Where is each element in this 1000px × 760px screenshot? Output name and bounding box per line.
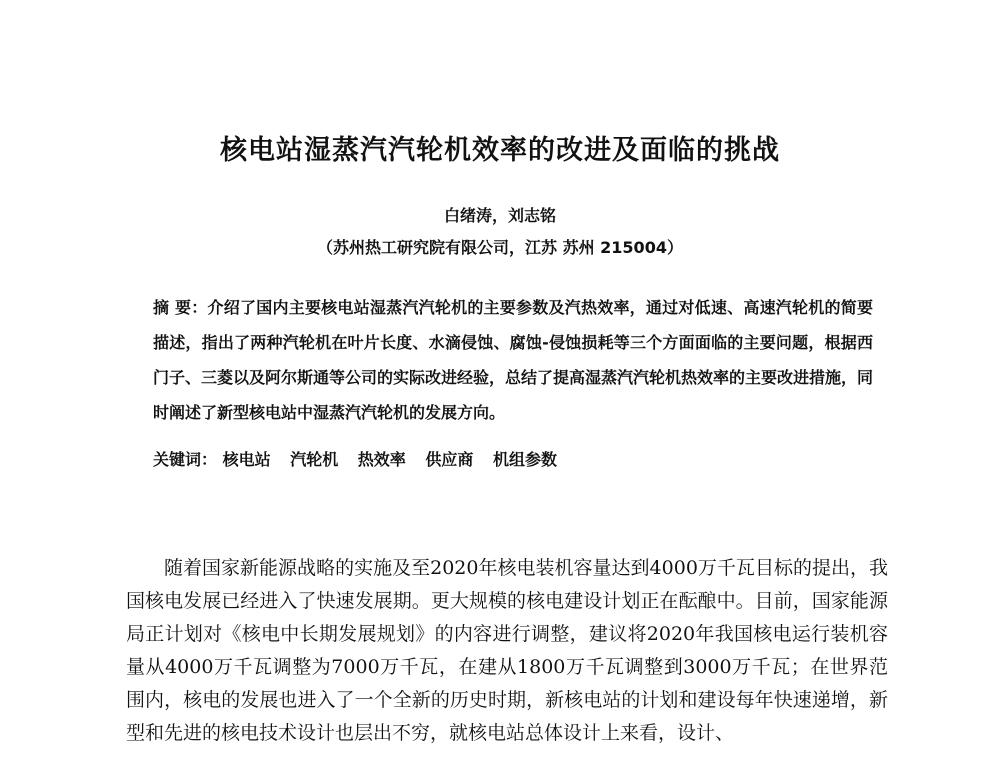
keyword-item: 供应商 xyxy=(425,450,474,469)
paper-affiliation: （苏州热工研究院有限公司，江苏 苏州 215004） xyxy=(317,238,683,257)
keyword-item: 机组参数 xyxy=(492,450,557,469)
body-paragraph: 随着国家新能源战略的实施及至2020年核电装机容量达到4000万千瓦目标的提出，我国核电发展已经进入了快速发展期。更大规模的核电建设计划正在酝酿中。目前，国家能源局正计划对《核电中长期发展规划》的内容进行调整，建议将2020年我国核电运行装机容量从4000万千瓦调整为7000万千瓦，在建从1800万千瓦调整到3000万千瓦；在世界范围内，核电的发展也进入了一个全新的历史时期，新核电站的计划和建设每年快速递增，新型和先进的核电技术设计也层出不穷，就核电站总体设计上来看，设计、 xyxy=(126,557,888,744)
keyword-item: 热效率 xyxy=(357,450,406,469)
keywords-label: 关键词： xyxy=(153,450,218,469)
paper-authors: 白绪涛，刘志铭 xyxy=(443,206,556,225)
abstract-text: 介绍了国内主要核电站湿蒸汽汽轮机的主要参数及汽热效率，通过对低速、高速汽轮机的简要描述，指出了两种汽轮机在叶片长度、水滴侵蚀、腐蚀-侵蚀损耗等三个方面面临的主要问题，根据西门子、三菱以及阿尔斯通等公司的实际改进经验，总结了提高湿蒸汽汽轮机热效率的主要改进措施，同时阐述了新型核电站中湿蒸汽汽轮机的发展方向。 xyxy=(153,298,874,422)
paper-title: 核电站湿蒸汽汽轮机效率的改进及面临的挑战 xyxy=(220,135,780,166)
keywords-block xyxy=(153,447,571,470)
keyword-item: 核电站 xyxy=(222,450,271,469)
keyword-item: 汽轮机 xyxy=(290,450,339,469)
abstract-block xyxy=(153,290,873,430)
abstract-label: 摘 要： xyxy=(153,298,208,317)
